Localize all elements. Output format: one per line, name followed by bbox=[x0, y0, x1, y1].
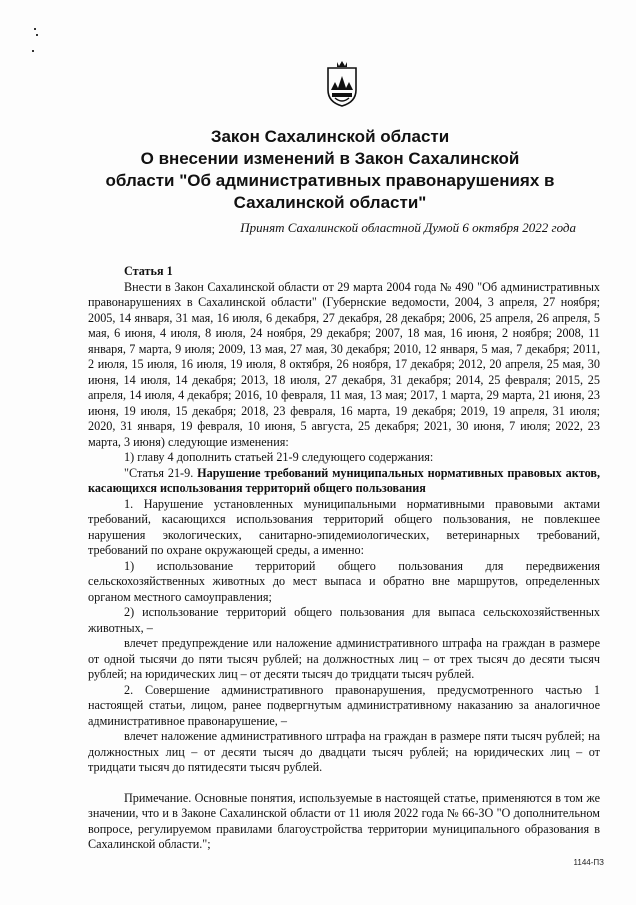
adoption-note: Принят Сахалинской областной Думой 6 октября 2022 года bbox=[240, 220, 576, 235]
new-article-prefix: "Статья 21-9. bbox=[124, 465, 198, 480]
part-1-item-2: 2) использование территорий общего пользования для выпаса сельскохозяйственных животных, – bbox=[88, 605, 600, 635]
law-heading bbox=[80, 126, 580, 214]
document-body bbox=[88, 264, 600, 853]
article-label: Статья 1 bbox=[124, 264, 173, 278]
law-subtitle-line1: О внесении изменений в Закон Сахалинской bbox=[140, 149, 520, 168]
new-article-title: Нарушение требований муниципальных нормативных правовых актов, касающихся использования территорий общего пользования bbox=[88, 465, 600, 495]
part-1: 1. Нарушение установленных муниципальными нормативными правовыми актами требований, касающихся использования территорий общего пользования, не повлекшее нарушения экологических, санитарно-эпидемиологических, ветеринарных требований, требований по охране окружающей среды, а именно: bbox=[88, 496, 600, 557]
item-1: 1) главу 4 дополнить статьей 21-9 следующего содержания: bbox=[124, 450, 434, 464]
part-1-penalty: влечет предупреждение или наложение административного штрафа на граждан в размере от одной тысячи до пяти тысяч рублей; на должностных лиц – от трех тысяч до десяти тысяч рублей; на юридических лиц – от десяти тысяч до тридцати тысяч рублей. bbox=[88, 636, 600, 681]
part-2: 2. Совершение административного правонарушения, предусмотренного частью 1 настоящей статьи, лицом, ранее подвергнутым административному наказанию за аналогичное административное правонарушение, – bbox=[88, 682, 600, 728]
part-2-penalty: влечет наложение административного штрафа на граждан в размере пяти тысяч рублей; на должностных лиц – от десяти тысяч до двадцати тысяч рублей; на юридических лиц – от тридцати тысяч до пятидесяти тысяч рублей. bbox=[88, 729, 600, 774]
law-subtitle-line3: Сахалинской области" bbox=[233, 193, 427, 212]
part-1-item-1: 1) использование территорий общего пользования для передвижения сельскохозяйственных животных до мест выпаса и обратно вне маршрутов, определенных органом местного самоуправления; bbox=[88, 558, 600, 604]
coat-of-arms-icon bbox=[325, 60, 359, 108]
article-intro: Внести в Закон Сахалинской области от 29 марта 2004 года № 490 "Об административных правонарушениях в Сахалинской области" (Губернские ведомости, 2004, 3 апреля, 27 ноября; 2005, 14 января, 31 мая, 16 июля, 6 декабря, 27 декабря, 28 декабря; 2006, 25 апреля, 26 апреля, 5 мая, 6 июня, 4 июля, 8 июля, 24 ноября, 29 декабря; 2007, 18 мая, 16 июня, 2 ноября; 2008, 11 января, 7 марта, 9 июля; 2009, 13 мая, 27 мая, 30 декабря; 2010, 12 января, 5 мая, 7 декабря; 2011, 2 июля, 15 июля, 16 июля, 19 июля, 8 октября, 26 ноября, 17 декабря; 2012, 20 апреля, 25 мая, 30 июня, 14 июля, 14 декабря; 2013, 18 июля, 27 декабря, 31 декабря; 2014, 25 февраля; 2015, 25 апреля, 14 июля, 4 декабря; 2016, 10 февраля, 11 мая, 13 мая; 2017, 1 марта, 29 марта, 21 июня, 23 июня, 19 июля, 15 декабря; 2018, 23 февраля, 16 марта, 19 декабря; 2019, 19 апреля, 31 июля; 2020, 31 января, 19 февраля, 10 июня, 5 августа, 25 декабря; 2021, 30 июня, 7 июля; 2022, 23 марта, 3 июня) следующие изменения: bbox=[88, 279, 600, 449]
spacer bbox=[88, 776, 600, 791]
new-article-heading bbox=[88, 466, 600, 497]
law-subtitle-line2: области "Об административных правонарушениях в bbox=[105, 171, 555, 190]
note: Примечание. Основные понятия, используемые в настоящей статье, применяются в том же значении, что и в Законе Сахалинской области от 11 июля 2022 года № 66-ЗО "О дополнительном вопросе, регулируемом правилами благоустройства территории муниципального образования в Сахалинской области."; bbox=[88, 790, 600, 851]
scan-marks bbox=[30, 28, 40, 68]
law-title: Закон Сахалинской области bbox=[210, 127, 450, 146]
document-code: 1144-ПЗ bbox=[573, 858, 604, 867]
